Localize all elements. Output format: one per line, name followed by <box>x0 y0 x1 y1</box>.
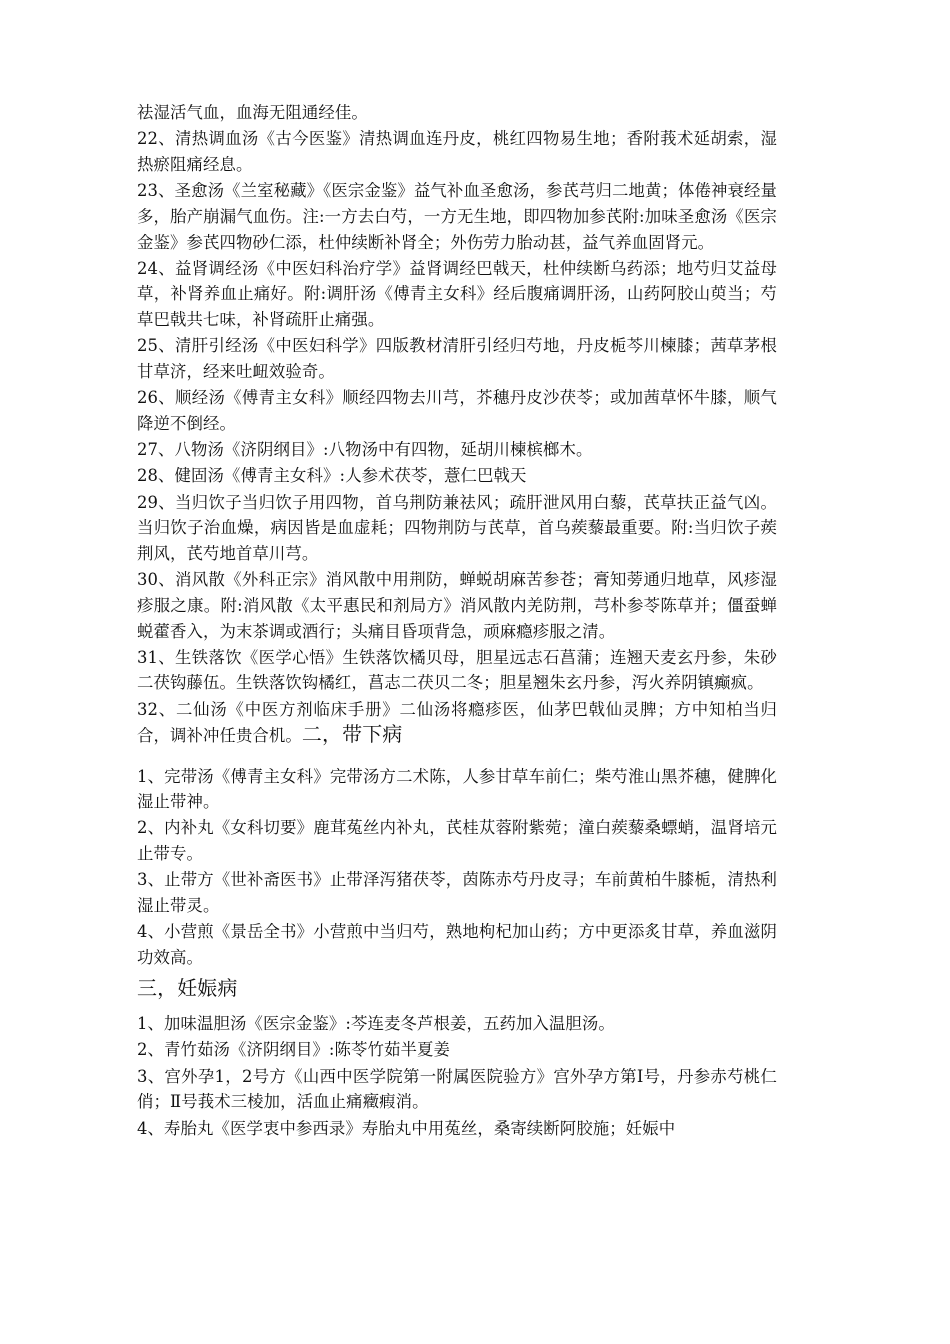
paragraph: 26、顺经汤《傅青主女科》顺经四物去川芎，芥穗丹皮沙茯苓；或加茜草怀牛膝，顺气降逆不倒经。 <box>137 388 777 433</box>
paragraph: 28、健固汤《傅青主女科》:人参术茯苓，薏仁巴戟天 <box>137 466 527 486</box>
section-heading-pregnancy: 三，妊娠病 <box>137 976 238 1001</box>
paragraph: 3、止带方《世补斋医书》止带泽泻猪茯苓，茵陈赤芍丹皮寻；车前黄柏牛膝栀，清热利湿止带灵。 <box>137 870 777 916</box>
paragraph: 31、生铁落饮《医学心悟》生铁落饮橘贝母，胆星远志石菖蒲；连翘天麦玄丹参，朱砂二茯钩藤伍。生铁落饮钩橘红，菖志二茯贝二冬；胆星翘朱玄丹参，泻火养阴镇癫疯。 <box>137 647 777 693</box>
paragraph: 3、宫外孕1，2号方《山西中医学院第一附属医院验方》宫外孕方第Ⅰ号，丹参赤芍桃仁俏；Ⅱ号莪术三棱加，活血止痛癥瘕消。 <box>137 1066 777 1112</box>
paragraph: 22、清热调血汤《古今医鉴》清热调血连丹皮，桃红四物易生地；香附莪术延胡索，湿热瘀阻痛经息。 <box>137 129 777 174</box>
section-heading-leucorrhea: 二，带下病 <box>301 722 403 747</box>
paragraph: 25、清肝引经汤《中医妇科学》四版教材清肝引经归芍地，丹皮栀芩川楝膝；茜草茅根甘草济，经来吐衄效验奇。 <box>137 336 777 382</box>
paragraph: 4、寿胎丸《医学衷中参西录》寿胎丸中用菟丝，桑寄续断阿胶施；妊娠中 <box>137 1118 676 1138</box>
paragraph: 2、内补丸《女科切要》鹿茸菟丝内补丸，芪桂苁蓉附紫菀；潼白蒺藜桑螵蛸，温肾培元止带专。 <box>137 818 777 864</box>
paragraph: 4、小营煎《景岳全书》小营煎中当归芍，熟地枸杞加山药；方中更添炙甘草，养血滋阴功效高。 <box>137 922 777 967</box>
paragraph-text: 32、二仙汤《中医方剂临床手册》二仙汤将瘾疹医，仙茅巴戟仙灵脾；方中知柏当归合，调补冲任贵合机。 <box>137 699 777 746</box>
paragraph: 23、圣愈汤《兰室秘藏》《医宗金鉴》益气补血圣愈汤，参芪芎归二地黄；体倦神衰经量多，胎产崩漏气血伤。注:一方去白芍，一方无生地，即四物加参芪附:加味圣愈汤《医宗金鉴》参芪四物砂仁添，杜仲续断补肾全；外伤劳力胎动甚，益气养血固肾元。 <box>137 181 777 252</box>
paragraph: 30、消风散《外科正宗》消风散中用荆防，蝉蜕胡麻苦参苍；膏知蒡通归地草，风疹湿疹服之康。附:消风散《太平惠民和剂局方》消风散内羌防荆，芎朴参苓陈草并；僵蚕蝉蜕藿香入，为末茶调或酒行；头痛目昏项背急，顽麻瘾疹服之清。 <box>137 570 777 641</box>
paragraph: 29、当归饮子当归饮子用四物，首乌荆防兼祛风；疏肝泄风用白藜，芪草扶正益气凶。当归饮子治血燥，病因皆是血虚耗；四物荆防与芪草，首乌蒺藜最重要。附:当归饮子蒺荆风，芪芍地首草川芎。 <box>137 492 777 563</box>
spacer <box>137 750 777 764</box>
paragraph: 2、青竹茹汤《济阴纲目》:陈苓竹茹半夏姜 <box>137 1040 450 1060</box>
document-page <box>137 100 777 1142</box>
paragraph: 祛湿活气血，血海无阻通经佳。 <box>137 103 368 122</box>
paragraph: 24、益肾调经汤《中医妇科治疗学》益肾调经巴戟天，杜仲续断乌药添；地芍归艾益母草，补肾养血止痛好。附:调肝汤《傅青主女科》经后腹痛调肝汤，山药阿胶山萸当；芍草巴戟共七味，补肾疏肝止痛强。 <box>137 258 777 330</box>
paragraph <box>137 697 777 749</box>
paragraph: 1、完带汤《傅青主女科》完带汤方二术陈，人参甘草车前仁；柴芍淮山黑芥穗，健脾化湿止带神。 <box>137 766 777 812</box>
paragraph: 27、八物汤《济阴纲目》:八物汤中有四物，延胡川楝槟榔木。 <box>137 440 593 460</box>
paragraph: 1、加味温胆汤《医宗金鉴》:芩连麦冬芦根姜，五药加入温胆汤。 <box>137 1014 615 1034</box>
